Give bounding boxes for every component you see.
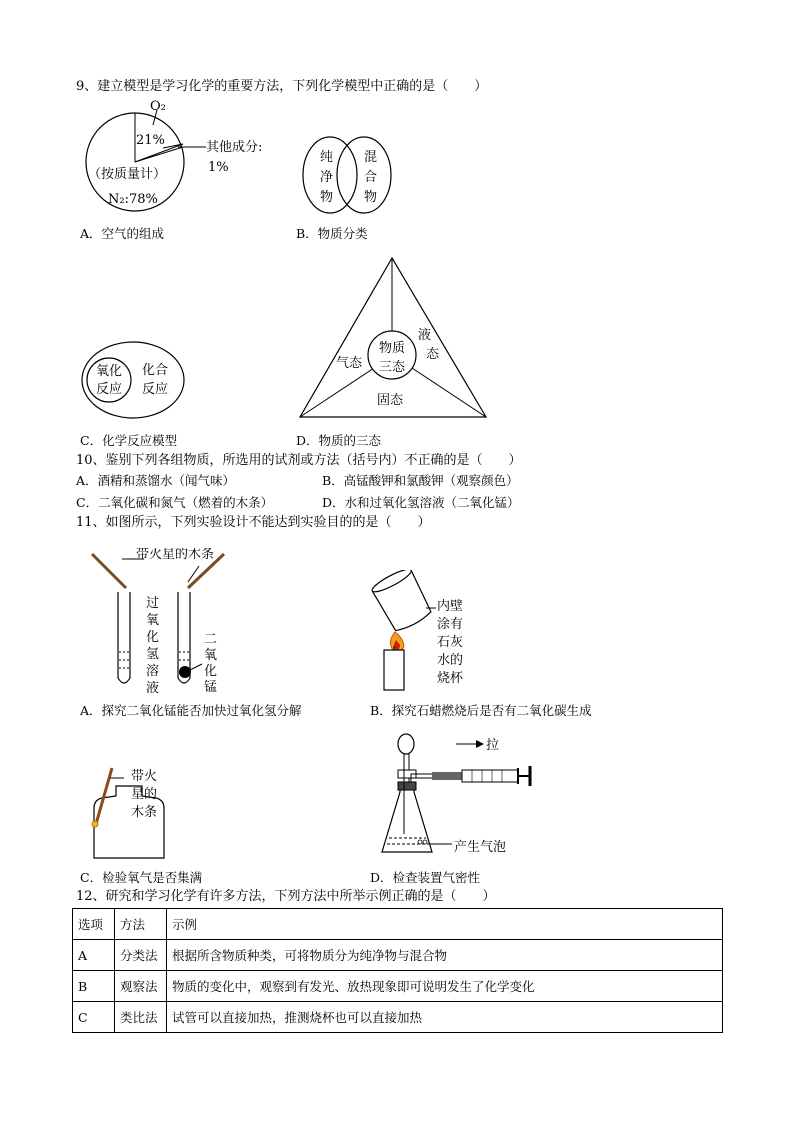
q9-option-d: D．物质的三态: [296, 433, 382, 448]
q12-stem: 12、研究和学习化学有许多方法，下列方法中所举示例正确的是（ ）: [76, 889, 496, 904]
h2o2-label-2: 氧: [146, 613, 160, 628]
states-of-matter-triangle: [296, 254, 518, 420]
other-components-label: 其他成分:: [206, 140, 263, 155]
q11-option-b: B．探究石蜡燃烧后是否有二氧化碳生成: [370, 703, 592, 718]
q9-option-b: B．物质分类: [296, 226, 368, 241]
h2o2-label-3: 化: [146, 630, 160, 645]
row-method: 观察法: [115, 971, 167, 1002]
gas-bottle-figure: [80, 760, 180, 862]
q11-option-a: A．探究二氧化锰能否加快过氧化氢分解: [80, 703, 302, 718]
solid-state-label: 固态: [377, 393, 404, 408]
n2-label: N₂:78%: [108, 192, 158, 207]
h2o2-label-4: 氢: [146, 647, 160, 662]
header-example: 示例: [167, 909, 723, 940]
glowing-stick-label: 带火星的木条: [136, 548, 215, 562]
mixture-char-3: 物: [364, 190, 378, 205]
row-example: 根据所含物质种类，可将物质分为纯净物与混合物: [167, 940, 723, 971]
glowing-stick-c-label-3: 木条: [131, 805, 158, 820]
center-label-1: 物质: [379, 341, 406, 356]
methods-table: [72, 908, 723, 1033]
row-example: 试管可以直接加热，推测烧杯也可以直接加热: [167, 1002, 723, 1033]
q10-option-a: A．酒精和蒸馏水（闻气味）: [76, 473, 236, 488]
test-tube-experiment-figure: [84, 548, 244, 696]
q10-option-c: C．二氧化碳和氮气（燃着的木条）: [76, 495, 274, 510]
beaker-label-1: 内壁: [437, 599, 464, 614]
candle-beaker-figure: [370, 570, 480, 692]
q10-option-d: D．水和过氧化氢溶液（二氧化锰）: [322, 495, 520, 510]
pure-substance-char-2: 净: [320, 170, 334, 185]
by-mass-label: （按质量计）: [88, 167, 167, 182]
mno2-label-2: 氧: [204, 648, 218, 663]
h2o2-label-5: 溶: [146, 664, 160, 679]
table-header-row: [73, 909, 723, 940]
pure-substance-char-1: 纯: [320, 150, 334, 165]
h2o2-label-6: 液: [146, 681, 160, 696]
oxidation-label-2: 反应: [96, 382, 123, 397]
beaker-label-2: 涂有: [437, 617, 464, 632]
q9-option-c: C．化学反应模型: [80, 433, 178, 448]
table-row: [73, 940, 723, 971]
header-option: 选项: [73, 909, 115, 940]
air-composition-pie-figure: [80, 98, 280, 216]
q11-option-c: C．检验氧气是否集满: [80, 870, 203, 885]
pure-substance-char-3: 物: [320, 190, 334, 205]
table-row: [73, 1002, 723, 1033]
q9-option-a: A．空气的组成: [80, 226, 165, 241]
h2o2-label-1: 过: [146, 596, 160, 611]
row-example: 物质的变化中，观察到有发光、放热现象即可说明发生了化学变化: [167, 971, 723, 1002]
combination-label-2: 反应: [142, 382, 169, 397]
o2-percent: 21%: [136, 133, 165, 148]
table-row: [73, 971, 723, 1002]
center-label-2: 三态: [379, 360, 406, 375]
reaction-model-figure: [80, 338, 190, 424]
q11-option-d: D．检查装置气密性: [370, 870, 481, 885]
beaker-label-5: 烧杯: [437, 671, 464, 686]
q10-option-b: B．高锰酸钾和氯酸钾（观察颜色）: [322, 473, 519, 488]
oxidation-label-1: 氧化: [96, 364, 123, 379]
glowing-stick-c-label-2: 星的: [131, 787, 158, 802]
bubble-label: 产生气泡: [454, 840, 507, 855]
mno2-label-4: 锰: [204, 680, 218, 695]
row-option: B: [73, 971, 115, 1002]
beaker-label-4: 水的: [437, 653, 464, 668]
q9-stem: 9、建立模型是学习化学的重要方法，下列化学模型中正确的是（ ）: [76, 79, 488, 94]
other-percent: 1%: [208, 160, 229, 175]
mno2-label-1: 二: [204, 632, 218, 647]
mixture-char-2: 合: [364, 170, 378, 185]
airtightness-apparatus-figure: [380, 730, 550, 860]
pull-label: 拉: [486, 738, 500, 753]
q10-stem: 10、鉴别下列各组物质，所选用的试剂或方法（括号内）不正确的是（ ）: [76, 453, 522, 468]
mno2-label-3: 化: [204, 664, 218, 679]
liquid-state-label-2: 态: [426, 347, 440, 362]
beaker-label-3: 石灰: [437, 635, 464, 650]
substance-classification-venn: [300, 134, 400, 216]
mixture-char-1: 混: [364, 150, 378, 165]
row-option: A: [73, 940, 115, 971]
row-option: C: [73, 1002, 115, 1033]
gas-state-label: 气态: [336, 356, 363, 371]
q11-stem: 11、如图所示，下列实验设计不能达到实验目的的是（ ）: [76, 515, 431, 530]
o2-label: O₂: [150, 99, 166, 114]
combination-label-1: 化合: [142, 363, 169, 378]
row-method: 分类法: [115, 940, 167, 971]
liquid-state-label-1: 液: [418, 328, 432, 343]
row-method: 类比法: [115, 1002, 167, 1033]
glowing-stick-c-label-1: 带火: [131, 769, 158, 784]
header-method: 方法: [115, 909, 167, 940]
